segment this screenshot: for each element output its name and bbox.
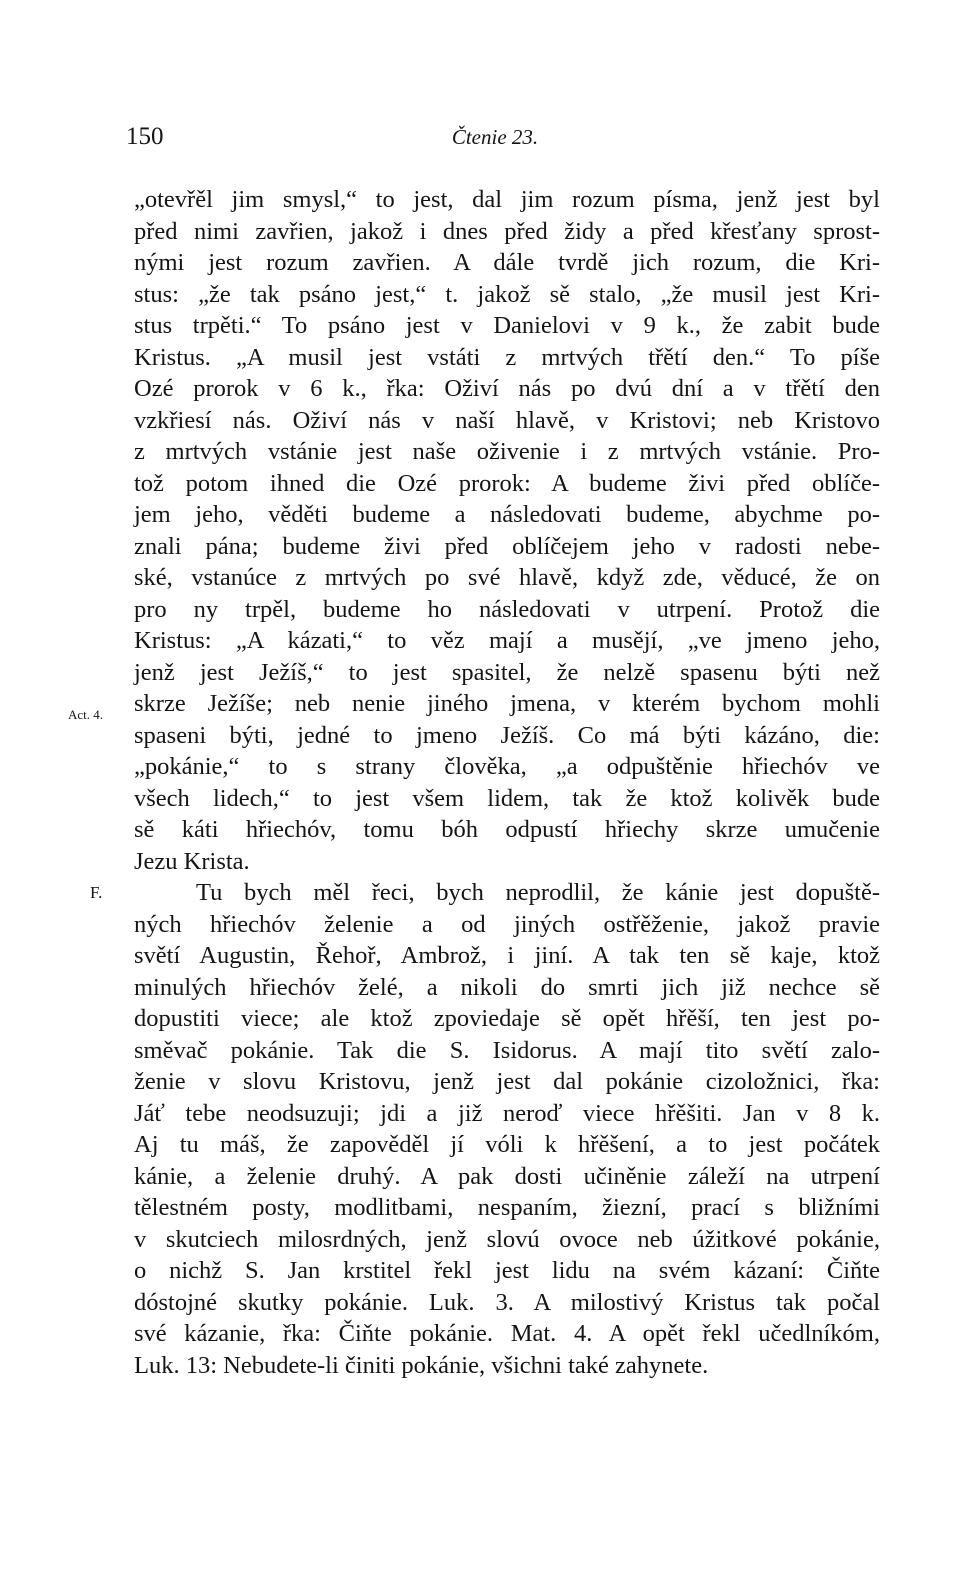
running-title: Čtenie 23. — [451, 125, 539, 149]
text-line: tělestném posty, modlitbami, nespaním, žiezní, prací s bližními — [134, 1194, 880, 1221]
text-line: „otevřěl jim smysl,“ to jest, dal jim rozum písma, jenž jest byl — [134, 186, 880, 213]
text-line: „pokánie,“ to s strany člověka, „a odpuštěnie hřiechóv ve — [134, 753, 880, 780]
text-line: znali pána; budeme živi před oblíčejem jeho v radosti nebe- — [134, 532, 880, 560]
text-line: všech lidech,“ to jest všem lidem, tak že ktož kolivěk bude — [134, 784, 880, 812]
text-line: směvač pokánie. Tak die S. Isidorus. A mají tito světí zalo- — [134, 1036, 880, 1064]
text-line: spaseni býti, jedné to jmeno Ježíš. Co má býti kázáno, die: — [134, 721, 880, 749]
text-line: dopustiti viece; ale ktož zpoviedaje sě opět hřěší, ten jest po- — [134, 1005, 880, 1032]
margin-note-acts: Act. 4. — [68, 707, 104, 722]
text-line: jenž jest Ježíš,“ to jest spasitel, že nelzě spasenu býti než — [134, 658, 880, 686]
page-number: 150 — [126, 123, 164, 150]
body-text — [134, 184, 880, 1381]
text-line: v skutciech milosrdných, jenž slovú ovoce neb úžitkové pokánie, — [134, 1225, 880, 1253]
text-line: Kristus: „A kázati,“ to věz mají a musějí, „ve jmeno jeho, — [134, 627, 880, 654]
text-line: ženie v slovu Kristovu, jenž jest dal pokánie cizoložnici, řka: — [134, 1068, 880, 1095]
text-line: stus trpěti.“ To psáno jest v Danielovi v 9 k., že zabit bude — [134, 312, 880, 339]
text-line: kánie, a želenie druhý. A pak dosti učiněnie záleží na utrpení — [134, 1162, 880, 1190]
text-line: světí Augustin, Řehoř, Ambrož, i jiní. A tak ten sě kaje, ktož — [134, 942, 880, 969]
text-line: nými jest rozum zavřien. A dále tvrdě jich rozum, die Kri- — [134, 249, 880, 276]
text-line: jem jeho, věděti budeme a následovati budeme, abychme po- — [134, 501, 880, 528]
text-line: dóstojné skutky pokánie. Luk. 3. A milostivý Kristus tak počal — [134, 1288, 880, 1316]
text-line: tož potom ihned die Ozé prorok: A budeme živi před oblíče- — [134, 469, 880, 497]
text-line: své kázanie, řka: Čiňte pokánie. Mat. 4. A opět řekl učedlníkóm, — [134, 1320, 880, 1347]
text-line: stus: „že tak psáno jest,“ t. jakož sě stalo, „že musil jest Kri- — [134, 280, 880, 308]
text-line: ných hřiechóv želenie a od jiných ostřěženie, jakož pravie — [134, 910, 880, 938]
text-line: o nichž S. Jan krstitel řekl jest lidu na svém kázaní: Čiňte — [134, 1257, 880, 1284]
text-line: z mrtvých vstánie jest naše oživenie i z mrtvých vstánie. Pro- — [134, 438, 880, 465]
text-line: Ozé prorok v 6 k., řka: Oživí nás po dvú dní a v třětí den — [134, 375, 880, 402]
text-line: Aj tu máš, že zapověděl jí vóli k hřěšení, a to jest počátek — [134, 1131, 880, 1158]
paragraph-last-line: Jezu Krista. — [134, 847, 250, 875]
text-line: Jáť tebe neodsuzuji; jdi a již neroď viece hřěšiti. Jan v 8 k. — [134, 1099, 880, 1127]
margin-note-section-f: F. — [90, 883, 103, 902]
text-line: sě káti hřiechóv, tomu bóh odpustí hřiechy skrze umučenie — [134, 816, 880, 843]
text-line: Kristus. „A musil jest vstáti z mrtvých třětí den.“ To píše — [134, 343, 880, 371]
text-line: vzkřiesí nás. Oživí nás v naší hlavě, v Kristovi; neb Kristovo — [134, 406, 880, 434]
text-line: minulých hřiechóv želé, a nikoli do smrti jich již nechce sě — [134, 973, 880, 1001]
text-line: skrze Ježíše; neb nenie jiného jmena, v kterém bychom mohli — [134, 690, 880, 717]
paragraph-first-line: Tu bych měl řeci, bych neprodlil, že kánie jest dopuště- — [196, 879, 880, 906]
text-line: pro ny trpěl, budeme ho následovati v utrpení. Protož die — [134, 595, 880, 623]
text-line: před nimi zavřien, jakož i dnes před židy a před křesťany sprost- — [134, 217, 880, 245]
text-line: ské, vstanúce z mrtvých po své hlavě, když zde, věducé, že on — [134, 564, 880, 591]
paragraph-last-line: Luk. 13: Nebudete-li činiti pokánie, všichni také zahynete. — [134, 1351, 709, 1379]
